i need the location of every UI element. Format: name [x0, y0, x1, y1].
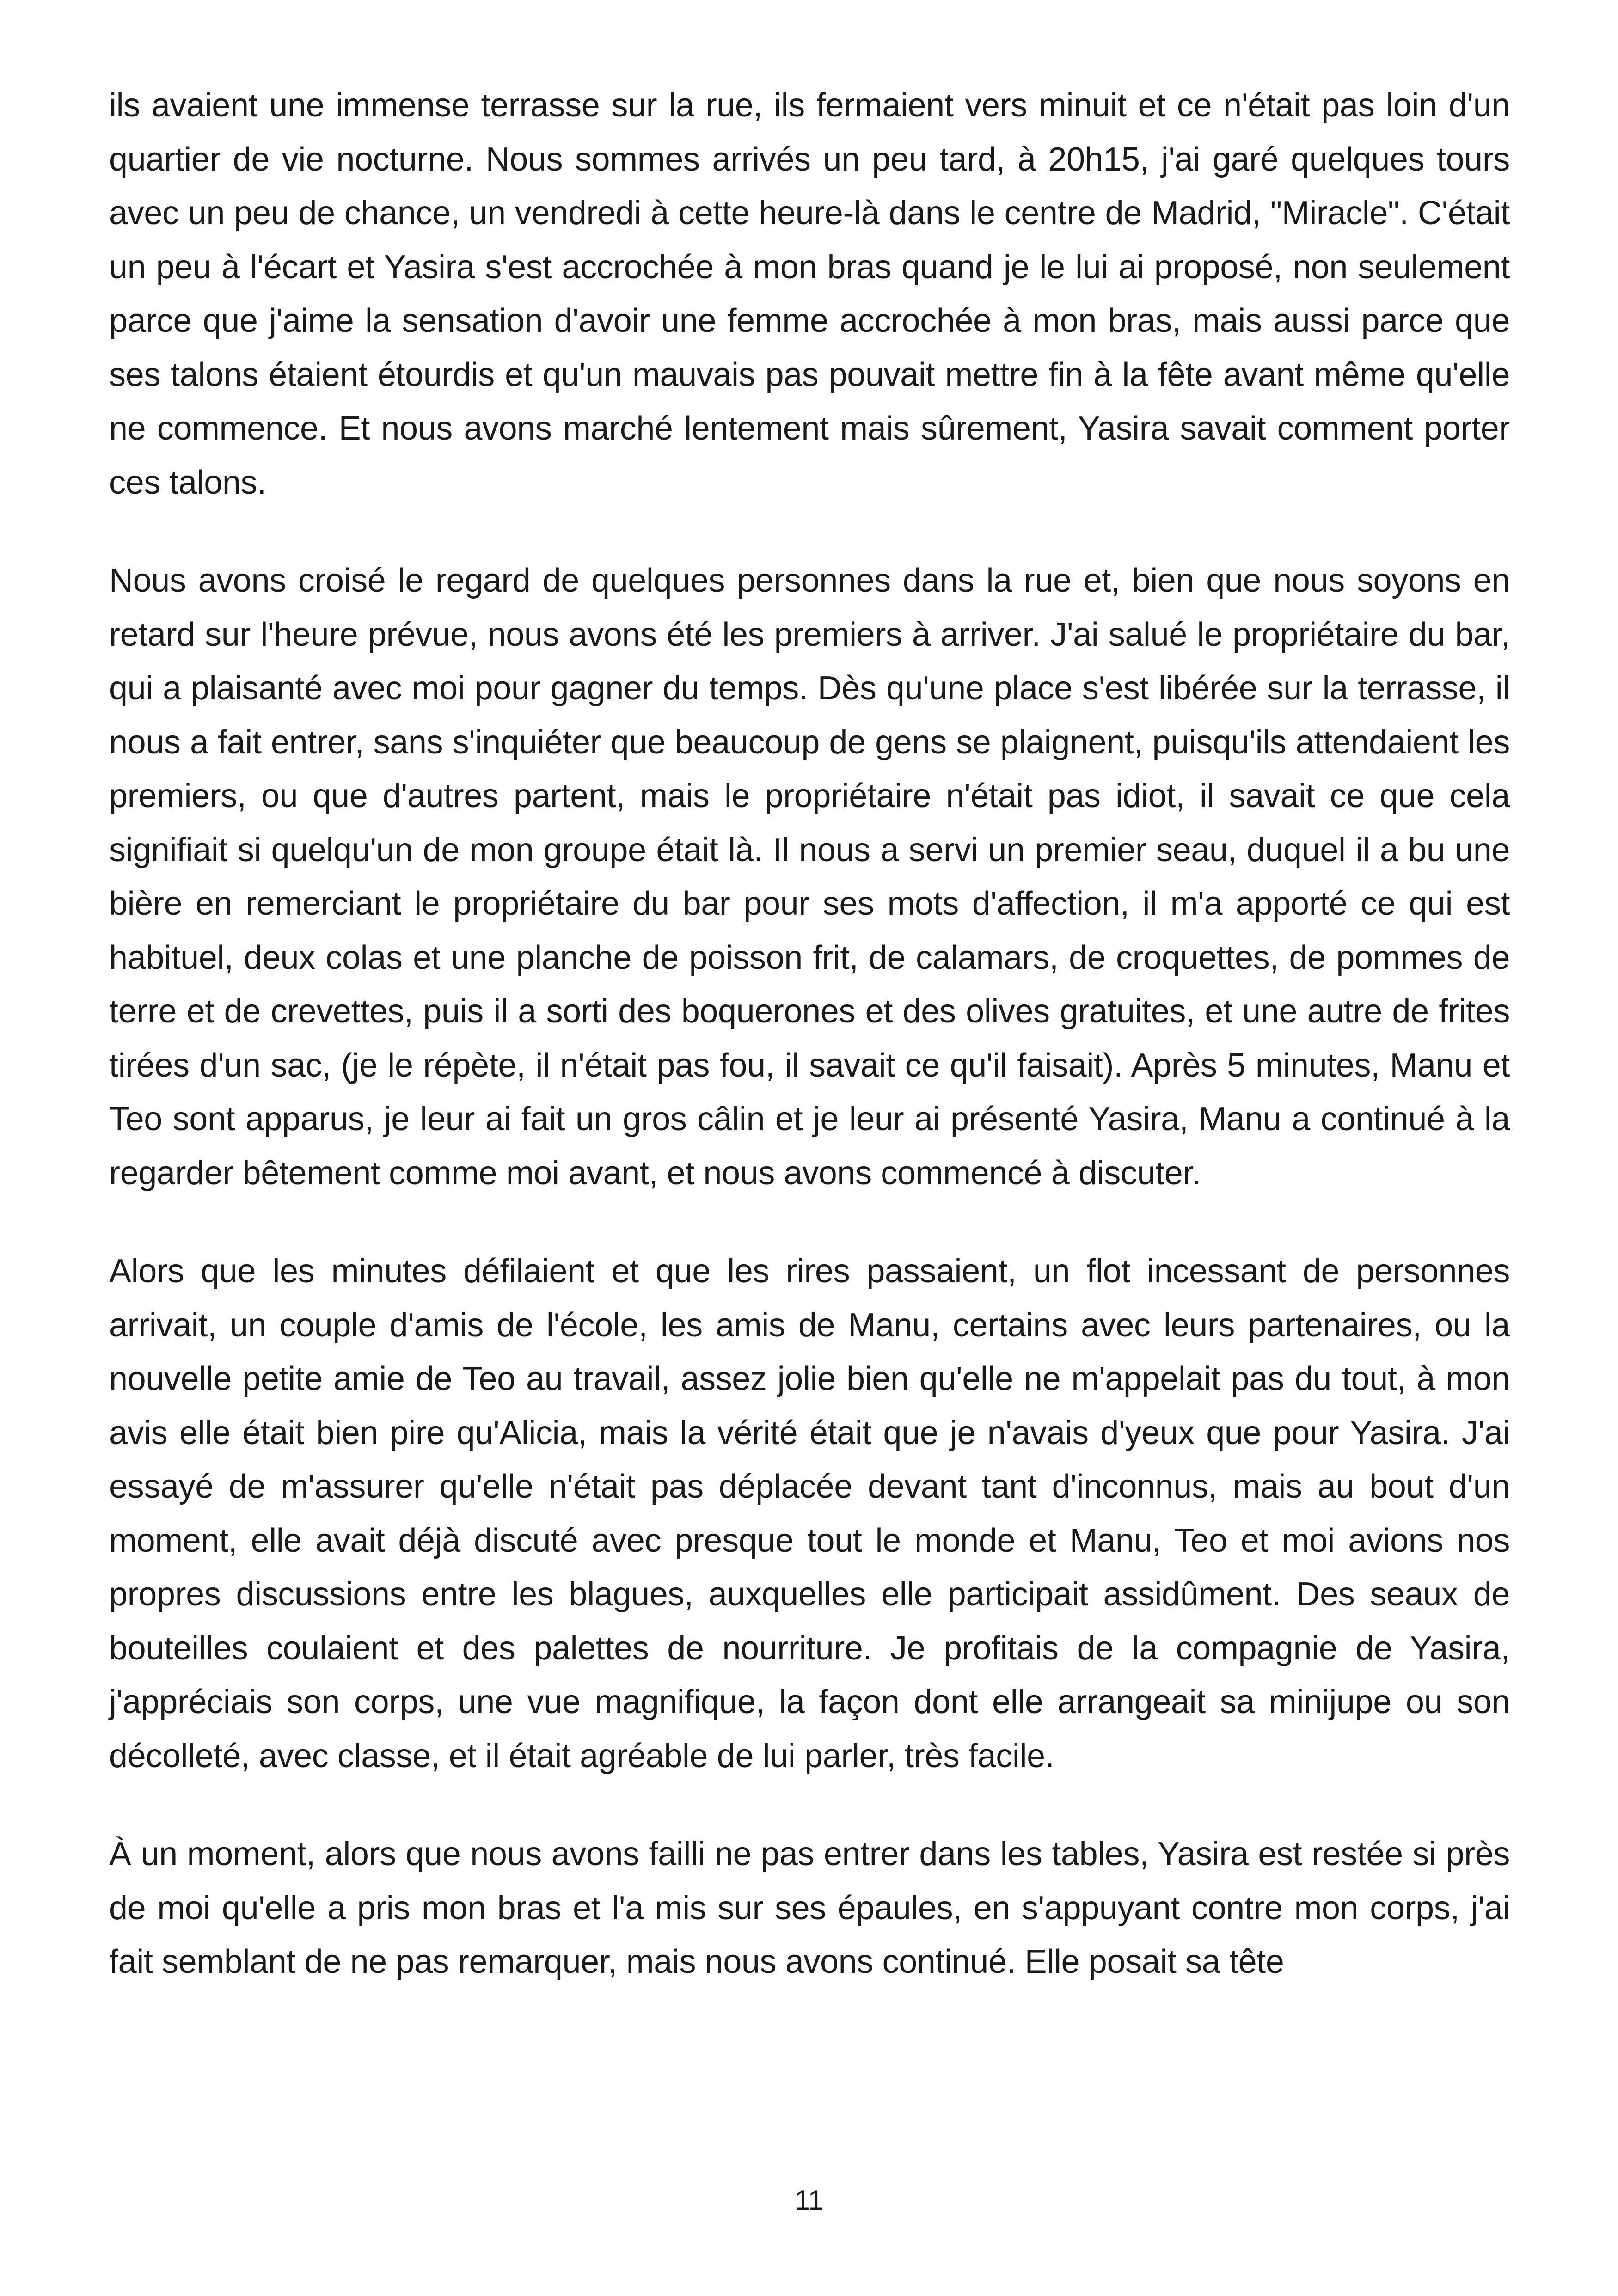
paragraph-1: ils avaient une immense terrasse sur la rue, ils fermaient vers minuit et ce n'était pas loin d'un quartier de vie nocturne. Nous sommes arrivés un peu tard, à 20h15, j'ai garé quelques tours avec un peu de chance, un vendredi à cette heure-là dans le centre de Madrid, "Miracle". C'était un peu à l'écart et Yasira s'est accrochée à mon bras quand je le lui ai proposé, non seulement parce que j'aime la sensation d'avoir une femme accrochée à mon bras, mais aussi parce que ses talons étaient étourdis et qu'un mauvais pas pouvait mettre fin à la fête avant même qu'elle ne commence. Et nous avons marché lentement mais sûrement, Yasira savait comment porter ces talons.: [109, 87, 1510, 501]
paragraph-4: À un moment, alors que nous avons failli ne pas entrer dans les tables, Yasira est restée si près de moi qu'elle a pris mon bras et l'a mis sur ses épaules, en s'appuyant contre mon corps, j'ai fait semblant de ne pas remarquer, mais nous avons continué. Elle posait sa tête: [109, 1836, 1510, 1980]
paragraph-2: Nous avons croisé le regard de quelques personnes dans la rue et, bien que nous soyons en retard sur l'heure prévue, nous avons été les premiers à arriver. J'ai salué le propriétaire du bar, qui a plaisanté avec moi pour gagner du temps. Dès qu'une place s'est libérée sur la terrasse, il nous a fait entrer, sans s'inquiéter que beaucoup de gens se plaignent, puisqu'ils attendaient les premiers, ou que d'autres partent, mais le propriétaire n'était pas idiot, il savait ce que cela signifiait si quelqu'un de mon groupe était là. Il nous a servi un premier seau, duquel il a bu une bière en remerciant le propriétaire du bar pour ses mots d'affection, il m'a apporté ce qui est habituel, deux colas et une planche de poisson frit, de calamars, de croquettes, de pommes de terre et de crevettes, puis il a sorti des boquerones et des olives gratuites, et une autre de frites tirées d'un sac, (je le répète, il n'était pas fou, il savait ce qu'il faisait). Après 5 minutes, Manu et Teo sont apparus, je leur ai fait un gros câlin et je leur ai présenté Yasira, Manu a continué à la regarder bêtement comme moi avant, et nous avons commencé à discuter.: [109, 562, 1510, 1192]
paragraph-3: Alors que les minutes défilaient et que les rires passaient, un flot incessant de personnes arrivait, un couple d'amis de l'école, les amis de Manu, certains avec leurs partenaires, ou la nouvelle petite amie de Teo au travail, assez jolie bien qu'elle ne m'appelait pas du tout, à mon avis elle était bien pire qu'Alicia, mais la vérité était que je n'avais d'yeux que pour Yasira. J'ai essayé de m'assurer qu'elle n'était pas déplacée devant tant d'inconnus, mais au bout d'un moment, elle avait déjà discuté avec presque tout le monde et Manu, Teo et moi avions nos propres discussions entre les blagues, auxquelles elle participait assidûment. Des seaux de bouteilles coulaient et des palettes de nourriture. Je profitais de la compagnie de Yasira, j'appréciais son corps, une vue magnifique, la façon dont elle arrangeait sa minijupe ou son décolleté, avec classe, et il était agréable de lui parler, très facile.: [109, 1253, 1510, 1775]
document-body: [109, 79, 1510, 1989]
page-number: 11: [794, 2185, 824, 2216]
